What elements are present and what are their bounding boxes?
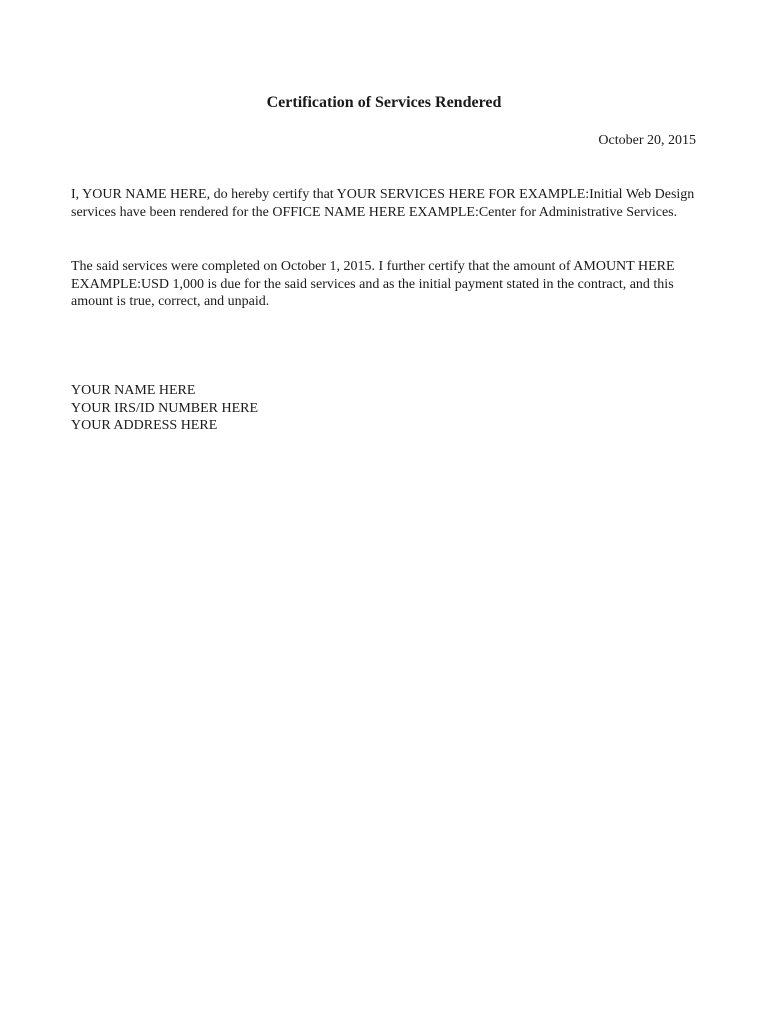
document-title: Certification of Services Rendered — [266, 94, 502, 111]
signature-name: YOUR NAME HERE — [71, 383, 196, 398]
signature-address: YOUR ADDRESS HERE — [71, 418, 218, 433]
completion-paragraph: The said services were completed on October 1, 2015. I further certify that the amount of AMOUNT HERE EXAMPLE:USD 1,000 is due for the said services and as the initial payment stated in the contract, and this amount is true, correct, and unpaid. — [71, 259, 675, 309]
signature-block — [71, 382, 258, 435]
signature-id-number: YOUR IRS/ID NUMBER HERE — [71, 400, 259, 416]
certification-paragraph: I, YOUR NAME HERE, do hereby certify that YOUR SERVICES HERE FOR EXAMPLE:Initial Web Design services have been rendered for the OFFICE NAME HERE EXAMPLE:Center for Administrative Services. — [71, 187, 695, 220]
document-date: October 20, 2015 — [598, 133, 696, 148]
